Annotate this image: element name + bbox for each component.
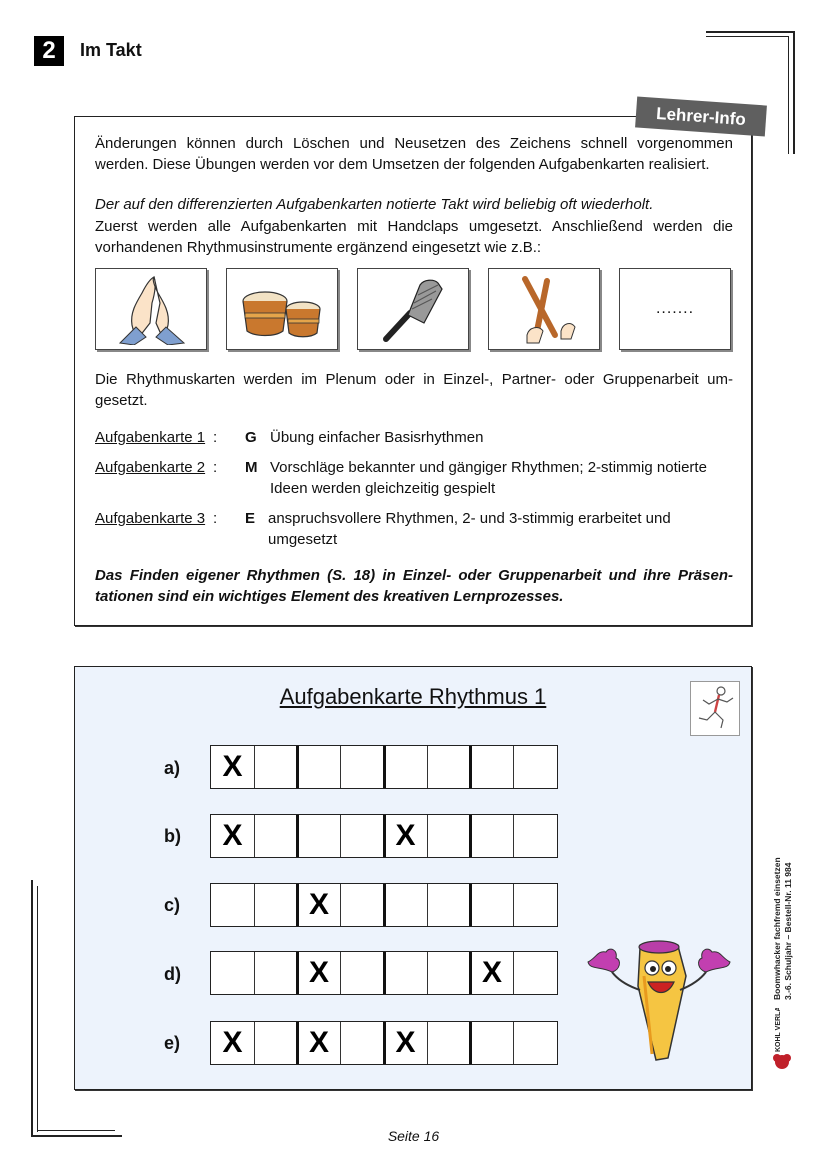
book-info (772, 820, 804, 1000)
corner-line (37, 886, 38, 1132)
task-card-name: Aufgabenkarte 3 (95, 510, 206, 527)
info-paragraph-4: Die Rhythmuskarten werden im Plenum oder in Einzel-, Partner- oder Gruppenarbeit umgesetzt. (95, 371, 733, 409)
rhythm-cell (211, 952, 254, 994)
rhythm-cell (427, 1022, 470, 1064)
rhythm-grid (210, 745, 558, 789)
rhythm-cell (341, 815, 384, 857)
book-order-info: 3.-6. Schuljahr – Bestell-Nr. 11 984 (783, 862, 793, 1000)
rhythm-cell (427, 815, 470, 857)
rhythm-cell (427, 746, 470, 788)
rhythm-cell (298, 815, 341, 857)
rhythm-cell (254, 1022, 297, 1064)
corner-line (706, 36, 789, 37)
chapter-title: Im Takt (80, 40, 142, 60)
task-card-name: Aufgabenkarte 1 (95, 429, 206, 446)
instrument-card-bongos (226, 268, 338, 350)
book-title: Boomwhacker fachfremd einsetzen (772, 857, 782, 1000)
instrument-card-clapping (95, 268, 207, 350)
rhythm-cell (514, 746, 557, 788)
corner-line (706, 31, 794, 33)
instrument-card-more (619, 268, 731, 350)
task-colon: : (213, 459, 218, 476)
instrument-card-shaker (357, 268, 469, 350)
task-description: anspruchsvollere Rhythmen, 2- und 3-stimmig erarbeitet und umgesetzt (268, 510, 671, 548)
rhythm-cell (384, 746, 427, 788)
info-paragraph-3: Zuerst werden alle Aufgabenkarten mit Handclaps umgesetzt. Anschließend werden die vorhandenen Rhythmusinstrumente ergänzend eingesetzt wie z.B.: (95, 218, 733, 256)
task-row (95, 509, 735, 551)
rhythm-grid (210, 951, 558, 995)
boomwhacker-mascot-icon (582, 936, 732, 1066)
corner-line (31, 880, 33, 1137)
card-title: Aufgabenkarte Rhythmus 1 (279, 684, 547, 709)
chapter-number: 2 (34, 36, 64, 66)
info-paragraph-2: Der auf den differenzierten Aufgabenkarten notierte Takt wird beliebig oft wiederholt. (95, 196, 654, 213)
teacher-info-tag: Lehrer-Info (635, 97, 767, 137)
row-label: d) (164, 964, 181, 984)
rhythm-cell (514, 1022, 557, 1064)
runner-figure (690, 681, 740, 736)
publisher-logo (771, 1008, 793, 1070)
rhythm-cell (211, 884, 254, 926)
running-figure-icon (691, 682, 739, 735)
rhythm-cell (471, 746, 514, 788)
rhythm-cell: X (308, 1026, 329, 1059)
rhythm-cell (384, 884, 427, 926)
task-level: M (245, 459, 258, 476)
corner-line (788, 36, 789, 154)
task-level: E (245, 510, 256, 527)
clapping-hands-icon (106, 273, 196, 345)
rhythm-cell (384, 952, 427, 994)
task-description: Übung einfacher Basisrhythmen (270, 429, 484, 446)
rhythm-cell: X (308, 888, 329, 921)
rhythm-cell: X (222, 750, 243, 783)
row-label: e) (164, 1033, 181, 1053)
rhythm-cell (341, 1022, 384, 1064)
info-closing: Das Finden eigener Rhythmen (S. 18) in Einzel- oder Gruppenarbeit und ihre Präsentationen sind ein wichtiges Element des kreativen Lernprozesses. (95, 567, 733, 605)
instrument-card-claves (488, 268, 600, 350)
rhythm-cell (471, 1022, 514, 1064)
rhythm-cell (514, 815, 557, 857)
task-description: Vorschläge bekannter und gängiger Rhythmen; 2-stimmig notierte Ideen werden gleichzeitig gespielt (270, 459, 707, 497)
rhythm-cell: X (395, 1026, 416, 1059)
row-label: c) (164, 895, 181, 915)
page-number: Seite 16 (387, 1128, 440, 1144)
svg-text:KOHL VERLAG: KOHL VERLAG (775, 1008, 782, 1052)
rhythm-cell (514, 884, 557, 926)
shaker-icon (368, 273, 458, 345)
rhythm-cell (514, 952, 557, 994)
more-instruments-label: ....... (655, 300, 695, 317)
rhythm-cell (427, 884, 470, 926)
rhythm-cell (341, 884, 384, 926)
task-colon: : (213, 510, 218, 527)
rhythm-cell: X (395, 819, 416, 852)
rhythm-cell (341, 746, 384, 788)
rhythm-grid (210, 1021, 558, 1065)
rhythm-cell: X (308, 956, 329, 989)
info-paragraph-1: Änderungen können durch Löschen und Neusetzen des Zeichens schnell vorgenommen werden. Diese Übungen werden vor dem Umsetzen der folgenden Aufgabenkarten realisiert. (95, 135, 733, 173)
task-level: G (245, 429, 257, 446)
rhythm-cell (471, 815, 514, 857)
task-colon: : (213, 429, 218, 446)
bongo-drums-icon (237, 273, 327, 345)
corner-line (793, 31, 795, 154)
task-row (95, 428, 735, 448)
rhythm-cell (254, 746, 297, 788)
row-label: b) (164, 826, 181, 846)
task-row (95, 458, 735, 500)
rhythm-cell (471, 884, 514, 926)
claves-icon (499, 273, 589, 345)
rhythm-cell (427, 952, 470, 994)
rhythm-cell (298, 746, 341, 788)
rhythm-cell: X (222, 819, 243, 852)
task-card-name: Aufgabenkarte 2 (95, 459, 206, 476)
rhythm-cell: X (222, 1026, 243, 1059)
row-label: a) (164, 758, 181, 778)
publisher-logo-icon (771, 1008, 793, 1070)
rhythm-cell (341, 952, 384, 994)
rhythm-grid (210, 814, 558, 858)
rhythm-cell (254, 884, 297, 926)
rhythm-grid (210, 883, 558, 927)
rhythm-cell (254, 952, 297, 994)
rhythm-cell: X (481, 956, 502, 989)
rhythm-cell (254, 815, 297, 857)
